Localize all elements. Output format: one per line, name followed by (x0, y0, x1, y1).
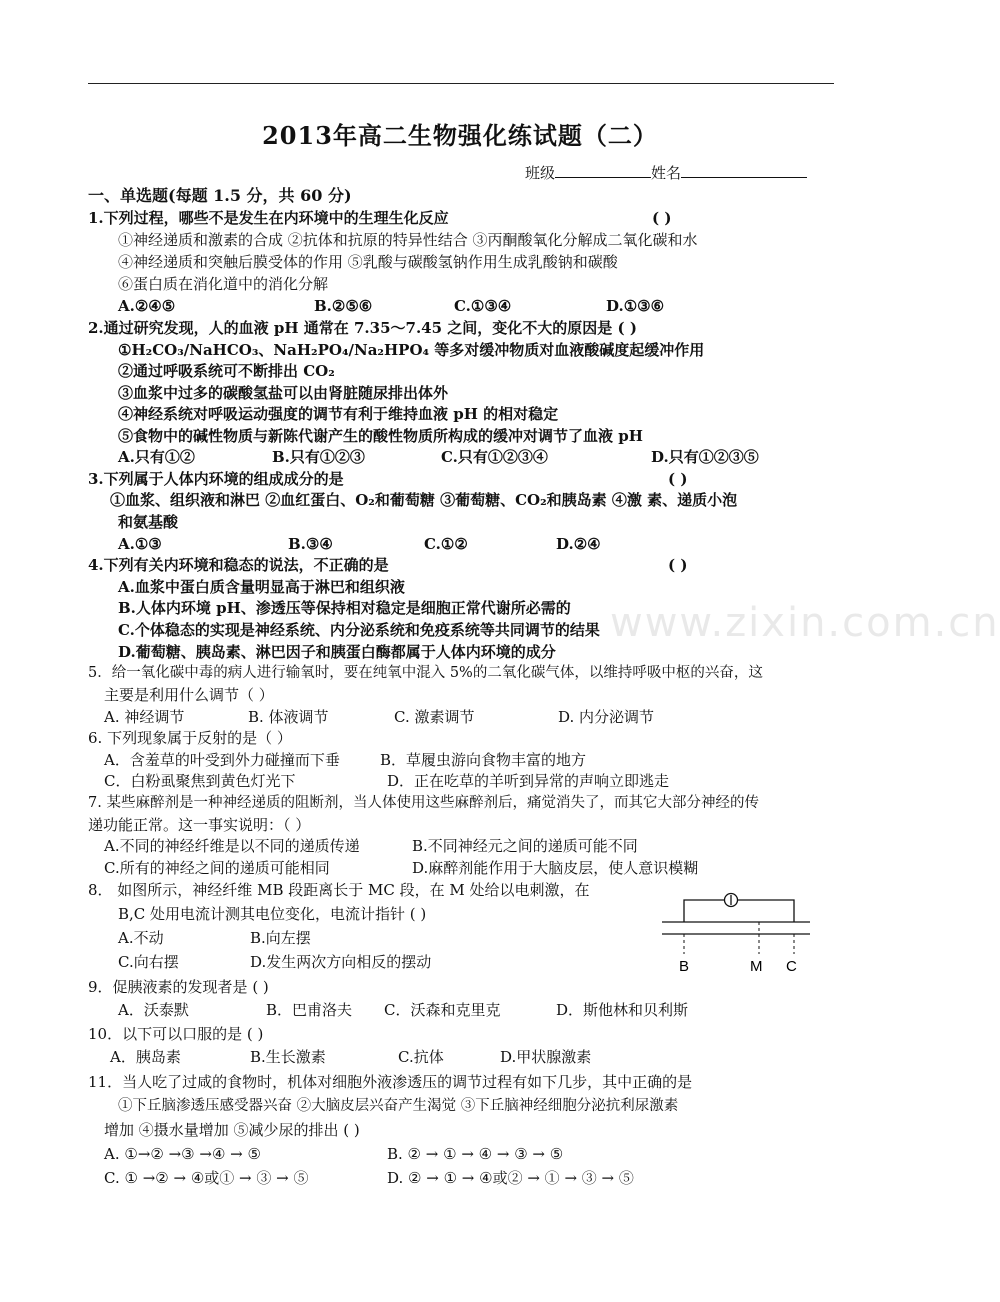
q1-line1: ①神经递质和激素的合成 ②抗体和抗原的特异性结合 ③丙酮酸氧化分解成二氧化碳和水 (118, 231, 698, 249)
q3-option-a[interactable]: A.①③ (118, 535, 162, 553)
q3-stem: 3.下列属于人体内环境的组成成分的是 (88, 470, 344, 488)
q1-line2: ④神经递质和突触后膜受体的作用 ⑤乳酸与碳酸氢钠作用生成乳酸钠和碳酸 (118, 253, 618, 271)
q9-option-b[interactable]: B．巴甫洛夫 (266, 1001, 353, 1019)
q1-stem: 1.下列过程，哪些不是发生在内环境中的生理生化反应 (88, 209, 449, 227)
q3-line1: ①血浆、组织液和淋巴 ②血红蛋白、O₂和葡萄糖 ③葡萄糖、CO₂和胰岛素 ④激 素、递质小泡 (110, 491, 738, 509)
q11-option-d[interactable]: D. ② → ① → ④或② → ① → ③ → ⑤ (387, 1169, 634, 1187)
q3-option-d[interactable]: D.②④ (556, 535, 601, 553)
q8-option-c[interactable]: C.向右摆 (118, 953, 179, 971)
q4-option-c[interactable]: C.个体稳态的实现是神经系统、内分泌系统和免疫系统等共同调节的结果 (118, 621, 600, 639)
q2-line2: ②通过呼吸系统可不断排出 CO₂ (118, 362, 335, 380)
q2-option-b[interactable]: B.只有①②③ (272, 448, 365, 466)
top-rule (88, 83, 834, 84)
q8-option-b[interactable]: B.向左摆 (250, 929, 311, 947)
q5-option-c[interactable]: C. 激素调节 (394, 708, 475, 726)
q8-option-d[interactable]: D.发生两次方向相反的摆动 (250, 953, 432, 971)
q5-stem: 5．给一氧化碳中毒的病人进行输氧时，要在纯氧中混入 5%的二氧化碳气体，以维持呼吸中枢的兴奋，这 (88, 665, 763, 681)
q9-stem: 9．促胰液素的发现者是 ( ) (88, 978, 269, 996)
class-label: 班级 (525, 164, 556, 182)
q6-option-a[interactable]: A．含羞草的叶受到外力碰撞而下垂 (104, 751, 340, 769)
q2-option-c[interactable]: C.只有①②③④ (441, 448, 548, 466)
label-m: M (750, 958, 763, 975)
name-label: 姓名 (651, 164, 682, 182)
q4-stem: 4.下列有关内环境和稳态的说法，不正确的是 (88, 556, 389, 574)
name-blank[interactable] (681, 162, 807, 178)
q9-option-c[interactable]: C．沃森和克里克 (384, 1001, 501, 1019)
q1-option-b[interactable]: B.②⑤⑥ (314, 297, 373, 315)
q6-option-b[interactable]: B．草履虫游向食物丰富的地方 (380, 751, 587, 769)
q7-option-b[interactable]: B.不同神经元之间的递质可能不同 (412, 837, 638, 855)
class-blank[interactable] (555, 162, 651, 178)
q7-option-d[interactable]: D.麻醉剂能作用于大脑皮层，使人意识模糊 (412, 859, 699, 877)
watermark: www.zixin.com.cn (610, 600, 1000, 646)
q4-option-b[interactable]: B.人体内环境 pH、渗透压等保持相对稳定是细胞正常代谢所必需的 (118, 599, 571, 617)
q2-line4: ④神经系统对呼吸运动强度的调节有利于维持血液 pH 的相对稳定 (118, 405, 559, 423)
section-heading: 一、单选题(每题 1.5 分，共 60 分) (88, 186, 352, 205)
q6-option-d[interactable]: D．正在吃草的羊听到异常的声响立即逃走 (387, 772, 670, 790)
q6-option-c[interactable]: C．白粉虱聚焦到黄色灯光下 (104, 772, 296, 790)
class-name-line (525, 162, 807, 183)
q2-option-d[interactable]: D.只有①②③⑤ (651, 448, 759, 466)
q10-option-a[interactable]: A．胰岛素 (110, 1048, 181, 1066)
q4-paren: ( ) (668, 556, 688, 574)
q11-option-a[interactable]: A. ①→② →③ →④ → ⑤ (104, 1145, 261, 1163)
q3-option-c[interactable]: C.①② (424, 535, 468, 553)
q11-option-c[interactable]: C. ① →② → ④或① → ③ → ⑤ (104, 1169, 309, 1187)
q10-option-b[interactable]: B.生长激素 (250, 1048, 326, 1066)
q8-stem2: B,C 处用电流计测其电位变化，电流计指针 ( ) (118, 905, 427, 923)
q4-option-d[interactable]: D.葡萄糖、胰岛素、淋巴因子和胰蛋白酶都属于人体内环境的成分 (118, 643, 556, 661)
page-title: 2013年高二生物强化练试题（二） (262, 121, 658, 150)
q10-stem: 10．以下可以口服的是 ( ) (88, 1025, 264, 1043)
q7-option-c[interactable]: C.所有的神经之间的递质可能相同 (104, 859, 330, 877)
q2-line3: ③血浆中过多的碳酸氢盐可以由肾脏随尿排出体外 (118, 384, 449, 402)
q6-stem: 6. 下列现象属于反射的是（ ） (88, 729, 292, 747)
q2-line1: ①H₂CO₃/NaHCO₃、NaH₂PO₄/Na₂HPO₄ 等多对缓冲物质对血液酸碱度起缓冲作用 (118, 341, 705, 359)
q10-option-c[interactable]: C.抗体 (398, 1048, 444, 1066)
q2-option-a[interactable]: A.只有①② (118, 448, 195, 466)
q3-paren: ( ) (668, 470, 688, 488)
q8-option-a[interactable]: A.不动 (118, 929, 164, 947)
q11-line1: ①下丘脑渗透压感受器兴奋 ②大脑皮层兴奋产生渴觉 ③下丘脑神经细胞分泌抗利尿激素 (118, 1098, 679, 1114)
label-b: B (679, 958, 690, 975)
q7-option-a[interactable]: A.不同的神经纤维是以不同的递质传递 (104, 837, 360, 855)
q5-stem2: 主要是利用什么调节（ ） (104, 686, 274, 704)
galvanometer-wire (684, 900, 794, 922)
q5-option-d[interactable]: D. 内分泌调节 (558, 708, 655, 726)
q3-line2: 和氨基酸 (118, 513, 179, 531)
q11-stem: 11．当人吃了过咸的食物时，机体对细胞外液渗透压的调节过程有如下几步，其中正确的是 (88, 1073, 693, 1091)
label-c: C (786, 958, 797, 975)
q3-option-b[interactable]: B.③④ (288, 535, 333, 553)
nerve-fiber-diagram (662, 884, 822, 976)
q1-option-a[interactable]: A.②④⑤ (118, 297, 176, 315)
q11-option-b[interactable]: B. ② → ① → ④ → ③ → ⑤ (387, 1145, 564, 1163)
q7-stem: 7. 某些麻醉剂是一种神经递质的阻断剂，当人体使用这些麻醉剂后，痛觉消失了，而其它大部分神经的传 (88, 795, 759, 811)
q8-stem: 8． 如图所示，神经纤维 MB 段距离长于 MC 段，在 M 处给以电刺激，在 (88, 881, 590, 899)
q4-option-a[interactable]: A.血浆中蛋白质含量明显高于淋巴和组织液 (118, 578, 405, 596)
q9-option-d[interactable]: D．斯他林和贝利斯 (556, 1001, 689, 1019)
q1-line3: ⑥蛋白质在消化道中的消化分解 (118, 275, 329, 293)
q1-option-d[interactable]: D.①③⑥ (606, 297, 665, 315)
q2-stem: 2.通过研究发现，人的血液 pH 通常在 7.35～7.45 之间，变化不大的原因是 ( ) (88, 319, 637, 337)
q7-stem2: 递功能正常。这一事实说明：（ ） (88, 816, 311, 834)
q11-line2: 增加 ④摄水量增加 ⑤减少尿的排出 ( ) (104, 1121, 360, 1139)
q5-option-a[interactable]: A. 神经调节 (104, 708, 185, 726)
q1-option-c[interactable]: C.①③④ (454, 297, 512, 315)
q5-option-b[interactable]: B. 体液调节 (248, 708, 329, 726)
q9-option-a[interactable]: A．沃泰默 (118, 1001, 189, 1019)
q10-option-d[interactable]: D.甲状腺激素 (500, 1048, 592, 1066)
q2-line5: ⑤食物中的碱性物质与新陈代谢产生的酸性物质所构成的缓冲对调节了血液 pH (118, 427, 643, 445)
q1-paren: ( ) (652, 209, 672, 227)
